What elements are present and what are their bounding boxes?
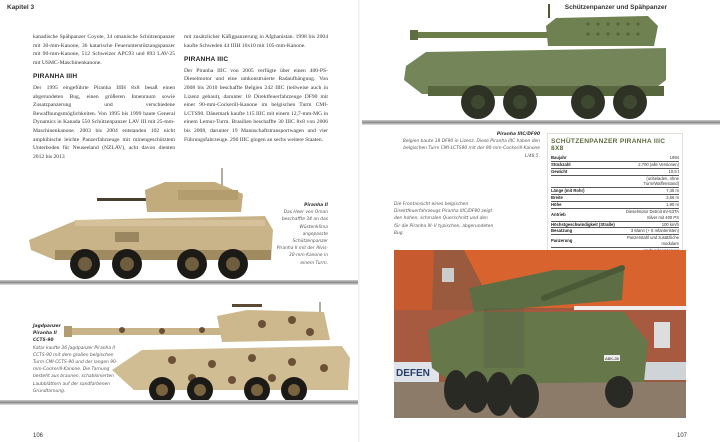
spec-key: Höchstgeschwindigkeit (Straße) — [551, 221, 615, 227]
spec-row — [551, 175, 679, 188]
spec-value: 2,66 m — [615, 195, 679, 202]
page-number-right: 107 — [677, 433, 688, 439]
ground-line-3 — [362, 120, 720, 125]
caption-text: Belgien baute 18 DF90 in Lizenz. Diese Piranha IIIC haben den belgischen Turm CMI-LCTS90 mit der 90-mm-Cockerill-Kanone L/48,5. — [402, 139, 540, 159]
spec-key: Panzerung — [551, 235, 615, 248]
text-column-1 — [33, 33, 175, 166]
running-head-left: Kapitel 3 — [7, 4, 35, 11]
caption-title-2: Piranha II — [33, 331, 57, 337]
spec-key: Breite — [551, 195, 615, 202]
spec-row — [551, 221, 679, 228]
caption-text: Katar kaufte 36 Jagdpanzer Piranha II CCTS-90 mit dem großen belgischen Turm CMI-CCTS-90 und der langen 90-mm-Cockerill-Kanone. Die Tarnung besteht aus braunen, schablonierten Laubblättern auf der sandfarbenen Grundtarnung. — [33, 345, 118, 394]
spec-key: Gewicht — [551, 168, 615, 175]
spec-row — [551, 228, 679, 235]
spec-row — [551, 161, 679, 168]
caption-title-1: Jagdpanzer — [33, 324, 61, 329]
caption-jagdpanzer — [33, 323, 119, 395]
heading-piranha-iiic: PIRANHA IIIC — [184, 56, 229, 64]
spec-key: Baujahr — [551, 155, 615, 161]
spec-value: Dieselmotor Detroit 6V-53TA Silver mit 400 PS — [615, 208, 679, 221]
spec-key: Besatzung — [551, 228, 615, 235]
spec-row — [551, 208, 679, 221]
ground-line-1 — [0, 280, 358, 285]
photo-banner-text: DEFEN — [396, 368, 430, 379]
text-column-2 — [184, 33, 328, 149]
spec-key: Antrieb — [551, 208, 615, 221]
spec-row — [551, 195, 679, 202]
spec-value: 7,45 m — [615, 188, 679, 195]
caption-title: Piranha IIIC/DF90 — [496, 132, 540, 137]
page-number-left: 106 — [33, 433, 44, 439]
spec-value: 3 Mann (+ 5 Infanteristen) — [615, 228, 679, 235]
heading-piranha-iiih: PIRANHA IIIH — [33, 73, 78, 81]
spec-value: 1,90 m — [615, 202, 679, 209]
spec-value: 100 km/h — [615, 221, 679, 228]
license-plate: ABK-28 — [605, 356, 619, 361]
caption-title: Piranha II — [304, 203, 328, 208]
spec-row — [551, 168, 679, 175]
spec-row — [551, 202, 679, 209]
running-head-right: Schützenpanzer und Spähpanzer — [564, 4, 667, 11]
col2-intro: mit zusätzlicher Käfigpanzerung in Afghanistan. 1998 bis 2004 kaufte Schweden 44 IIIH 10x10 mit 105-mm-Kanone. — [184, 34, 328, 49]
spec-value: Panzerstahl und zusätzliche modulare — [615, 235, 679, 248]
spec-value: 10,5 t — [615, 168, 679, 175]
spec-value: 1994 — [615, 155, 679, 161]
col1-intro: kanadische Spähpanzer Coyote, 34 omanische Schützenpanzer mit 30-mm-Kanone, 36 katarische Feuerunterstützungspanzer mit 90-mm-Kanone, 512 Schweizer APC93 und 893 LAV-25 mit USMC-Maschinenkanone. — [33, 34, 175, 66]
spec-value: (unbeladen, ohne Turm/Waffenstand) — [615, 175, 679, 188]
piranha-ii-illustration — [15, 168, 275, 280]
caption-df90 — [398, 131, 540, 160]
caption-piranha-ii — [276, 202, 328, 267]
piranha-iiic-df90-illustration — [398, 2, 674, 120]
caption-text: Das Heer von Oman beschaffte 34 an das Wüstenklima angepasste Schützenpanzer Piranha II mit der Alvis-30-mm-Kanone in einem Turm. — [276, 210, 328, 266]
spec-row — [551, 235, 679, 248]
spec-row — [551, 188, 679, 195]
spec-value: 2.700 (alle Versionen) — [615, 161, 679, 168]
df90-photo — [394, 250, 686, 418]
col1-body: Der 1995 eingeführte Piranha IIIH 8x8 besaß einen abgerundeten Bug, einen größeren Innenraum sowie Zusatzpanzerung und verschiedene Bewaffnungsmöglichkeiten. Von 1995 bis 1999 baute General Dynamics in Kanada 550 Schützenpanzer LAV III mit 25-mm-Maschinenkanone. 2003 bis 2004 entstanden 102 nicht amphibische leichte Panzerfahrzeuge mit minengeschütztem Unterboden für Neuseeland (NZLAV), acht davon dienten 2012 bis 2013 — [33, 84, 175, 160]
caption-text: Die Frontansicht eines belgischen Direktfeuerfahrzeugs Piranha IIIC/DF90 zeigt den hohen, schmalen Querschnitt und den für die Piranha III–V typischen, abgerundeten Bug. — [394, 202, 494, 236]
caption-photo — [394, 201, 494, 237]
spec-title: SCHÜTZENPANZER PIRANHA IIIC 8X8 — [551, 138, 666, 152]
col2-body: Der Piranha IIIC von 2005 verfügte über einen 400-PS-Dieselmotor und eine umkonstruierte Radaufhängung. Von 2008 bis 2010 beschaffte Belgien 242 IIIC (teilweise auch in Lizenz gebaut), darunter 18 Direktfeuerfahrzeuge DF90 mit einer 90-mm-Cockerill-Kanone im belgischen Turm CMI-LCTS90. Dänemark kaufte 115 IIIC mit einem 12,7-mm-MG in einem Lemur-Turm. Brasilien beschaffte 30 IIIC 8x8 von 2006 bis 2008, darunter 19 Mannschaftstransportwagen und vier Führungsfahrzeuge. 290 IIIC gingen an sechs weitere Staaten. — [184, 67, 328, 143]
spec-key — [551, 175, 615, 188]
ground-line-2 — [0, 400, 358, 405]
spec-key: Länge (mit Rohr) — [551, 188, 615, 195]
spec-key: Stückzahl — [551, 161, 615, 168]
caption-title-3: CCTS-90 — [33, 338, 54, 344]
spec-key: Höhe — [551, 202, 615, 209]
